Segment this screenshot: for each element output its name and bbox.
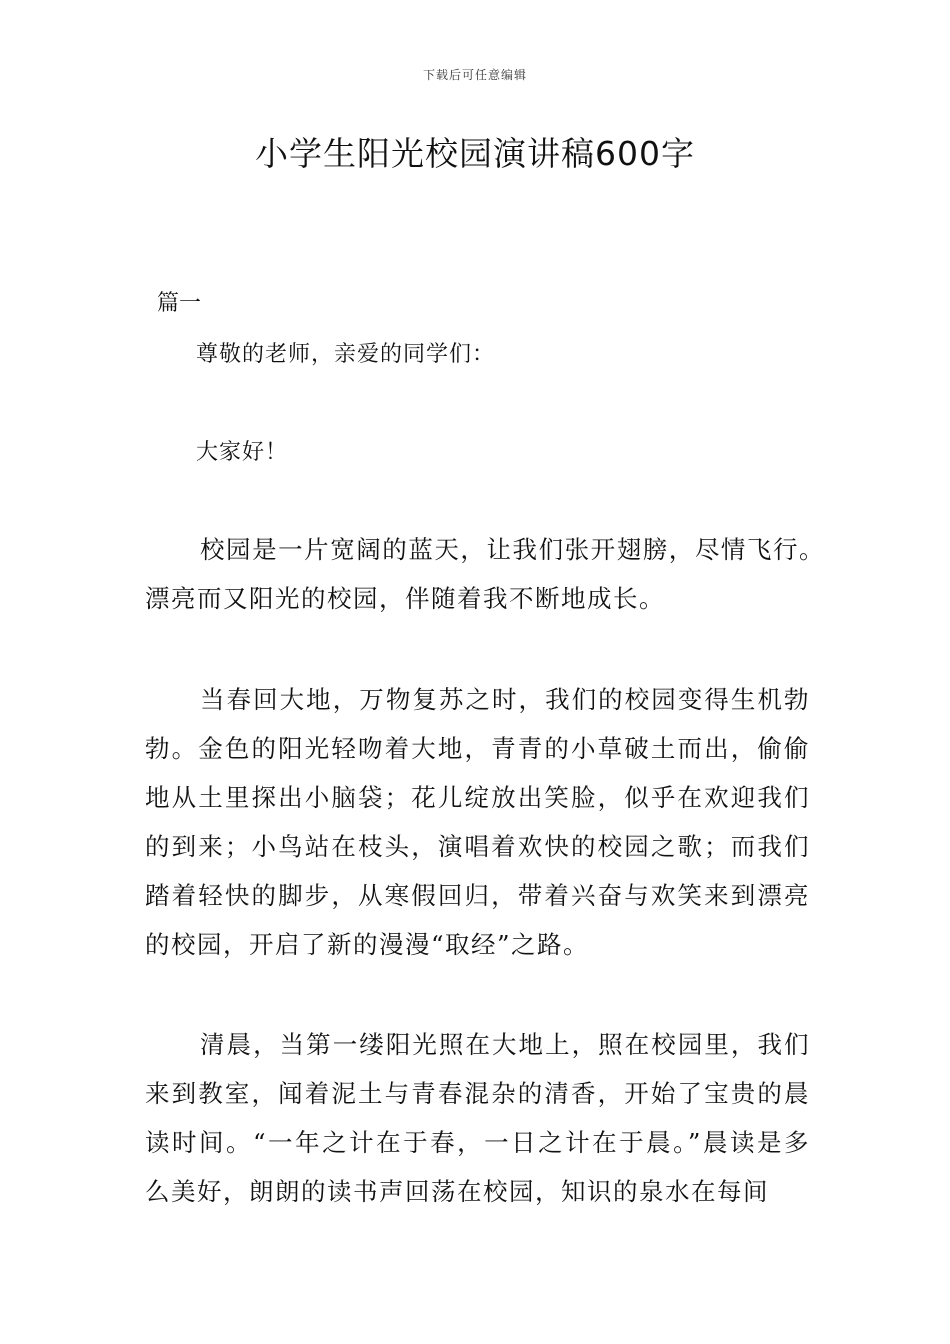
document-title: 小学生阳光校园演讲稿600字	[255, 134, 695, 173]
paragraph-1: 校园是一片宽阔的蓝天，让我们张开翅膀，尽情飞行。漂亮而又阳光的校园，伴随着我不断地成长。	[145, 535, 825, 613]
paragraph-3: 清晨，当第一缕阳光照在大地上，照在校园里，我们来到教室，闻着泥土与青春混杂的清香，开始了宝贵的晨读时间。“一年之计在于春，一日之计在于晨。”晨读是多么美好，朗朗的读书声回荡在校园，知识的泉水在每间	[145, 1030, 810, 1206]
header-note: 下载后可任意编辑	[422, 68, 527, 82]
paragraph-2: 当春回大地，万物复苏之时，我们的校园变得生机勃勃。金色的阳光轻吻着大地，青青的小草破土而出，偷偷地从土里探出小脑袋；花儿绽放出笑脸，似乎在欢迎我们的到来；小鸟站在枝头，演唱着欢快的校园之歌；而我们踏着轻快的脚步，从寒假回归，带着兴奋与欢笑来到漂亮的校园，开启了新的漫漫“取经”之路。	[145, 685, 810, 959]
greeting: 大家好！	[196, 440, 289, 465]
section-label: 篇一	[157, 291, 202, 316]
salutation: 尊敬的老师，亲爱的同学们：	[196, 342, 496, 367]
